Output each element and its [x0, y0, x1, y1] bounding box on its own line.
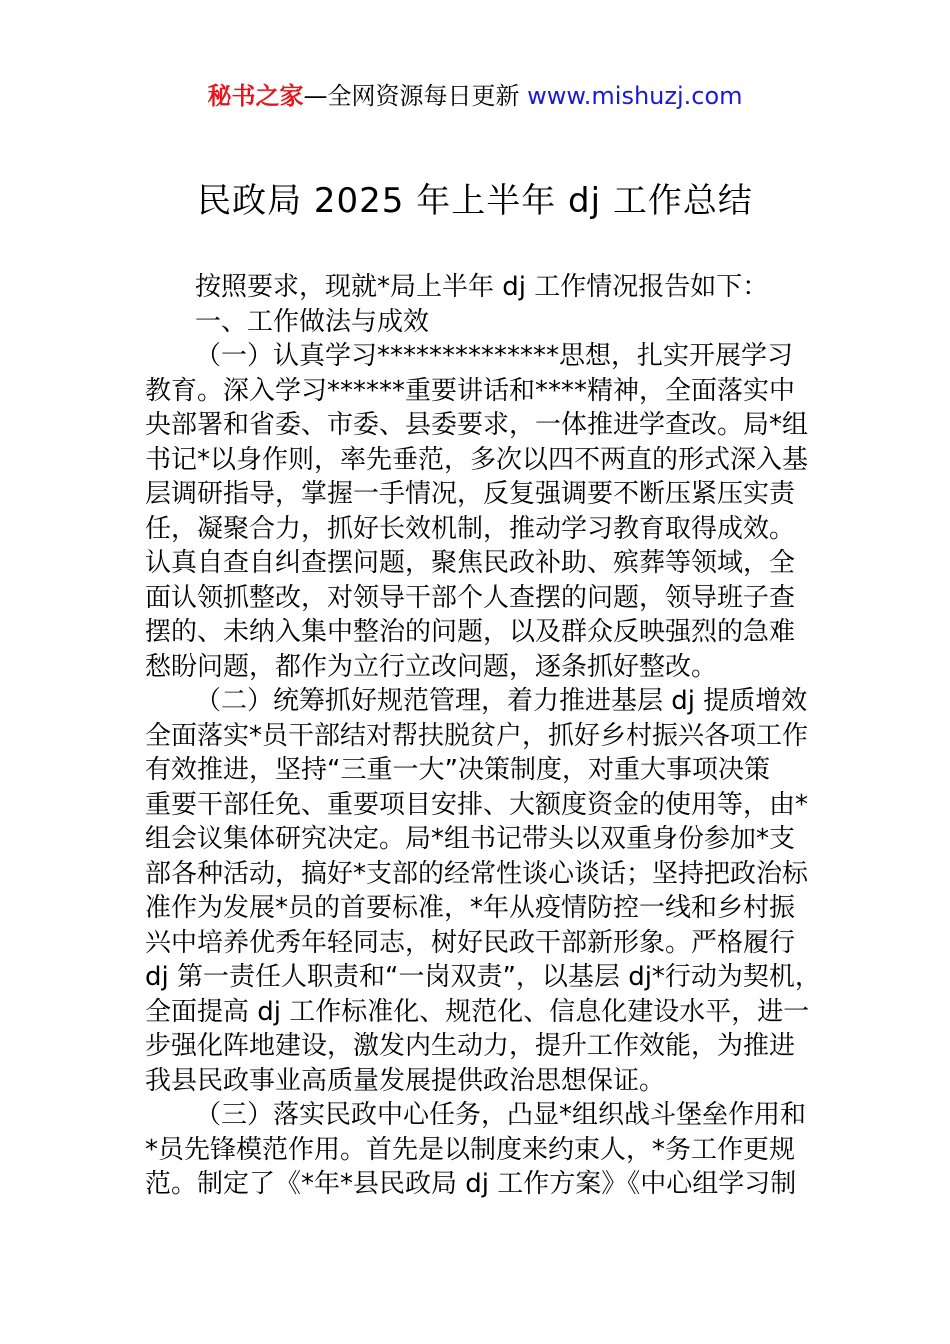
- body-line: 步强化阵地建设，激发内生动力，提升工作效能，为推进: [145, 1031, 796, 1061]
- body-line: 教育。深入学习******重要讲话和****精神，全面落实中: [145, 375, 796, 406]
- site-brand: 秘书之家: [207, 82, 304, 110]
- body-line: 重要干部任免、重要项目安排、大额度资金的使用等，由*: [145, 789, 809, 820]
- body-line: 组会议集体研究决定。局*组书记带头以双重身份参加*支: [145, 824, 796, 854]
- body-line: 认真自查自纠查摆问题，聚焦民政补助、殡葬等领域，全: [145, 548, 796, 578]
- body-line: 全面提高 dj 工作标准化、规范化、信息化建设水平，进一: [145, 996, 810, 1027]
- subsection-heading-3: （三）落实民政中心任务，凸显*组织战斗堡垒作用和: [195, 1100, 807, 1130]
- body-line: 摆的、未纳入集中整治的问题，以及群众反映强烈的急难: [145, 617, 796, 647]
- site-banner: [0, 80, 950, 112]
- body-line: 层调研指导，掌握一手情况，反复强调要不断压紧压实责: [145, 479, 796, 509]
- body-line: 全面落实*员干部结对帮扶脱贫户，抓好乡村振兴各项工作: [145, 720, 809, 751]
- body-line: 范。制定了《*年*县民政局 dj 工作方案》《中心组学习制: [145, 1169, 797, 1199]
- document-title: 民政局 2025 年上半年 dj 工作总结: [197, 181, 753, 221]
- body-line: 面认领抓整改，对领导干部个人查摆的问题，领导班子查: [145, 582, 796, 613]
- body-line: 愁盼问题，都作为立行立改问题，逐条抓好整改。: [145, 651, 718, 682]
- body-line: 部各种活动，搞好*支部的经常性谈心谈话；坚持把政治标: [145, 858, 809, 889]
- subsection-heading-1: （一）认真学习**************思想，扎实开展学习: [195, 341, 794, 371]
- subsection-heading-2: （二）统筹抓好规范管理，着力推进基层 dj 提质增效: [195, 686, 808, 716]
- intro-line: 按照要求，现就*局上半年 dj 工作情况报告如下：: [195, 272, 769, 302]
- document-body: [145, 270, 835, 1202]
- body-line: dj 第一责任人职责和“一岗双责”，以基层 dj*行动为契机，: [145, 962, 821, 992]
- body-line: *员先锋模范作用。首先是以制度来约束人，*务工作更规: [145, 1134, 796, 1165]
- body-line: 央部署和省委、市委、县委要求，一体推进学查改。局*组: [145, 410, 809, 440]
- body-line: 书记*以身作则，率先垂范，多次以四不两直的形式深入基: [145, 444, 809, 475]
- body-line: 兴中培养优秀年轻同志，树好民政干部新形象。严格履行: [145, 927, 796, 958]
- body-line: 任，凝聚合力，抓好长效机制，推动学习教育取得成效。: [145, 513, 796, 544]
- body-line: 准作为发展*员的首要标准，*年从疫情防控一线和乡村振: [145, 893, 796, 923]
- body-line: 有效推进，坚持“三重一大”决策制度，对重大事项决策: [145, 755, 770, 785]
- site-url-link[interactable]: www.mishuzj.com: [527, 82, 743, 110]
- site-tagline: —全网资源每日更新: [303, 82, 528, 110]
- body-line: 我县民政事业高质量发展提供政治思想保证。: [145, 1065, 666, 1096]
- section-heading: 一、工作做法与成效: [195, 306, 430, 337]
